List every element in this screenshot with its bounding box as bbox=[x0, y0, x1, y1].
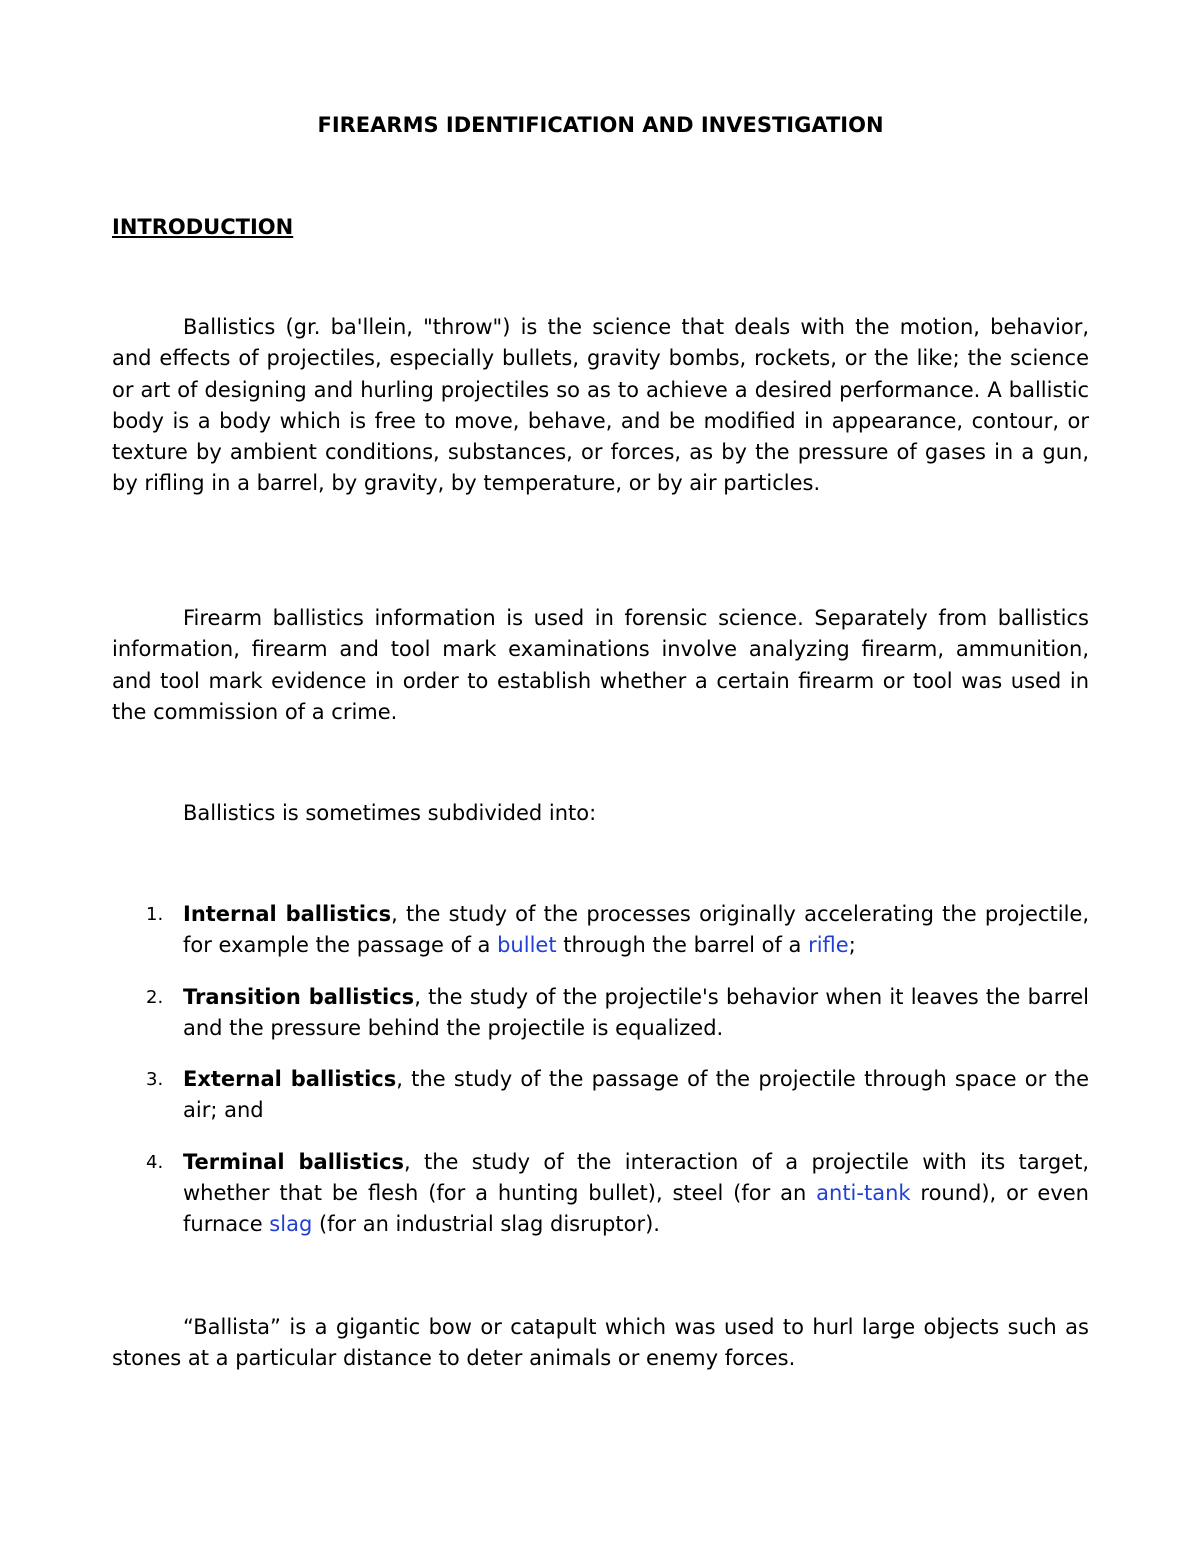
list-text: round), or even furnace bbox=[183, 1181, 1089, 1237]
list-number: 2. bbox=[146, 986, 164, 1008]
list-item bbox=[112, 1147, 1089, 1241]
link-slag[interactable]: slag bbox=[269, 1212, 313, 1237]
list-text: through the barrel of a bbox=[556, 933, 809, 958]
list-term: External ballistics bbox=[183, 1067, 397, 1092]
list-text: , the study of the passage of the projectile through space or the air; and bbox=[183, 1067, 1089, 1123]
paragraph-subdivision-intro: Ballistics is sometimes subdivided into: bbox=[183, 801, 597, 825]
list-term: Internal ballistics bbox=[183, 902, 392, 926]
list-text: , the study of the interaction of a projectile with its target, whether that be flesh (for a hunting bullet), steel (for an bbox=[183, 1149, 1090, 1206]
document-title: FIREARMS IDENTIFICATION AND INVESTIGATION bbox=[317, 113, 884, 137]
list-text: , the study of the processes originally accelerating the projectile, for example the passage of a bbox=[183, 902, 1090, 958]
list-number: 3. bbox=[146, 1069, 164, 1091]
ballistics-subdivision-list bbox=[112, 899, 1089, 1261]
list-item bbox=[112, 982, 1089, 1045]
list-text: , the study of the projectile's behavior when it leaves the barrel and the pressure behind the projectile is equalized. bbox=[183, 984, 1089, 1040]
list-item bbox=[112, 1064, 1089, 1127]
list-text: ; bbox=[848, 933, 856, 958]
list-text: (for an industrial slag disruptor). bbox=[312, 1212, 660, 1237]
list-number: 1. bbox=[146, 904, 164, 925]
list-number: 4. bbox=[146, 1151, 164, 1173]
list-term: Terminal ballistics bbox=[183, 1149, 404, 1174]
list-item bbox=[112, 899, 1089, 962]
link-rifle[interactable]: rifle bbox=[808, 933, 849, 958]
paragraph-ballistics-definition: Ballistics (gr. ba'llein, "throw") is the science that deals with the motion, behavior, and effects of projectiles, especially bullets, gravity bombs, rockets, or the like; the science or art of designing and hurling projectiles so as to achieve a desired performance. A ballistic body is a body which is free to move, behave, and be modified in appearance, contour, or texture by ambient conditions, substances, or forces, as by the pressure of gases in a gun, by rifling in a barrel, by gravity, by temperature, or by air particles. bbox=[112, 315, 1089, 496]
document-page bbox=[112, 0, 1089, 1553]
paragraph-ballista: “Ballista” is a gigantic bow or catapult which was used to hurl large objects such as stones at a particular distance to deter animals or enemy forces. bbox=[112, 1315, 1089, 1371]
paragraph-forensic-use: Firearm ballistics information is used in forensic science. Separately from ballistics information, firearm and tool mark examinations involve analyzing firearm, ammunition, and tool mark evidence in order to establish whether a certain firearm or tool was used in the commission of a crime. bbox=[112, 606, 1089, 724]
link-bullet[interactable]: bullet bbox=[497, 933, 557, 958]
link-anti-tank[interactable]: anti-tank bbox=[816, 1181, 911, 1206]
section-heading: INTRODUCTION bbox=[112, 215, 294, 239]
list-term: Transition ballistics bbox=[183, 984, 415, 1009]
